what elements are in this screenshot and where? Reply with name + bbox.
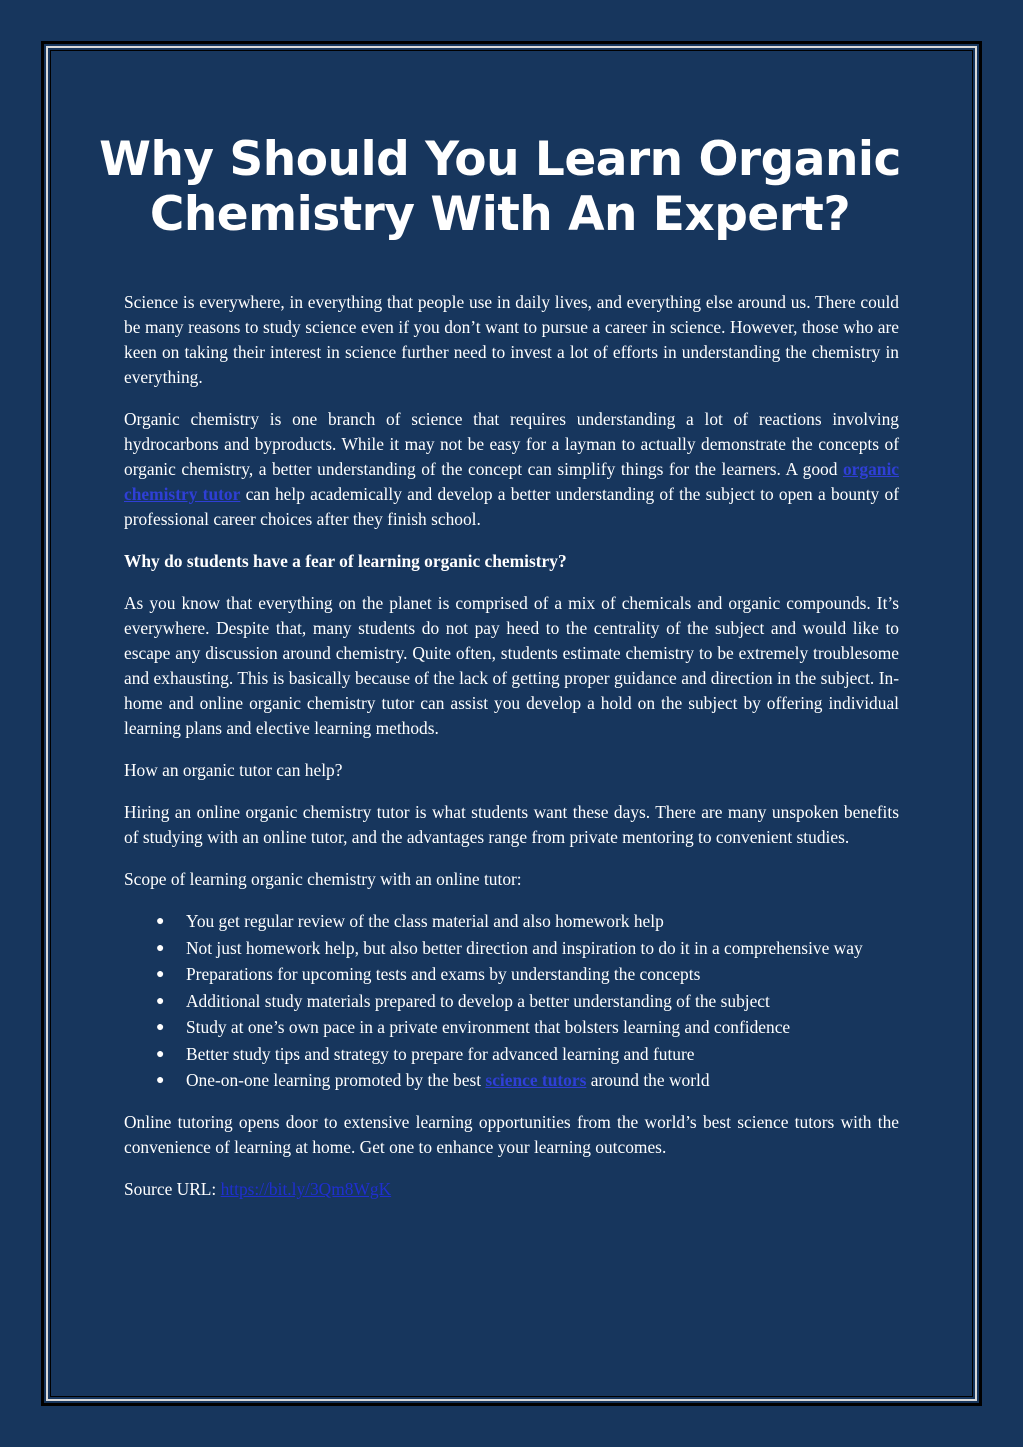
bullet-icon: ● <box>156 967 165 982</box>
document-title: Why Should You Learn Organic Chemistry With An Expert? <box>99 132 901 242</box>
fear-heading: Why do students have a fear of learning organic chemistry? <box>124 551 567 571</box>
list-item <box>124 909 899 934</box>
source-url-link[interactable]: https://bit.ly/3Qm8WgK <box>220 1179 392 1199</box>
tutor-help-heading: How an organic tutor can help? <box>124 760 343 780</box>
organic-chemistry-paragraph <box>124 407 899 532</box>
document-body <box>124 290 899 1219</box>
scope-heading: Scope of learning organic chemistry with an online tutor: <box>124 869 522 889</box>
paragraph-text: Organic chemistry is one branch of science that requires understanding a lot of reactions involving hydrocarbons and byproducts. While it may not be easy for a layman to actually demonstrate the concepts of organic chemistry, a better understanding of the concept can simplify things for the learners. A good <box>124 409 899 479</box>
list-item <box>124 1042 899 1067</box>
bullet-icon: ● <box>156 1020 165 1035</box>
list-item-text: Not just homework help, but also better direction and inspiration to do it in a comprehensive way <box>186 937 863 958</box>
intro-paragraph: Science is everywhere, in everything that people use in daily lives, and everything else around us. There could be many reasons to study science even if you don’t want to pursue a career in science. However, those who are keen on taking their interest in science further need to invest a lot of efforts in understanding the chemistry in everything. <box>124 292 899 387</box>
scope-list <box>124 909 899 1093</box>
fear-paragraph: As you know that everything on the planet is comprised of a mix of chemicals and organic compounds. It’s everywhere. Despite that, many students do not pay heed to the centrality of the subject and would like to escape any discussion around chemistry. Quite often, students estimate chemistry to be extremely troublesome and exhausting. This is basically because of the lack of getting proper guidance and direction in the subject. In-home and online organic chemistry tutor can assist you develop a hold on the subject by offering individual learning plans and elective learning methods. <box>124 593 899 738</box>
list-item-text: You get regular review of the class material and also homework help <box>186 911 664 931</box>
paragraph-text: can help academically and develop a better understanding of the subject to open a bounty of professional career choices after they finish school. <box>124 484 899 529</box>
bullet-icon: ● <box>156 940 165 956</box>
list-item <box>124 962 899 987</box>
list-item <box>124 1015 899 1040</box>
list-item-text: Preparations for upcoming tests and exams by understanding the concepts <box>186 964 701 984</box>
bullet-icon: ● <box>156 1046 165 1062</box>
list-item-text: around the world <box>586 1070 710 1090</box>
list-item <box>124 1068 899 1093</box>
bullet-icon: ● <box>156 914 165 929</box>
bullet-icon: ● <box>156 1073 165 1088</box>
organic-chemistry-tutor-link[interactable]: organic chemistry tutor <box>124 459 899 504</box>
source-label: Source URL: <box>124 1179 221 1199</box>
science-tutors-link[interactable]: science tutors <box>485 1070 587 1090</box>
list-item-text: One-on-one learning promoted by the best <box>186 1070 486 1090</box>
source-line <box>124 1177 899 1202</box>
list-item-text: Additional study materials prepared to develop a better understanding of the subject <box>186 990 770 1011</box>
list-item-text: Better study tips and strategy to prepare for advanced learning and future <box>186 1043 695 1064</box>
list-item <box>124 936 899 961</box>
conclusion-paragraph: Online tutoring opens door to extensive learning opportunities from the world’s best science tutors with the convenience of learning at home. Get one to enhance your learning outcomes. <box>124 1112 899 1157</box>
list-item <box>124 989 899 1014</box>
hiring-paragraph: Hiring an online organic chemistry tutor is what students want these days. There are many unspoken benefits of studying with an online tutor, and the advantages range from private mentoring to convenient studies. <box>124 802 899 847</box>
bullet-icon: ● <box>156 993 165 1009</box>
list-item-text: Study at one’s own pace in a private environment that bolsters learning and confidence <box>186 1017 791 1037</box>
